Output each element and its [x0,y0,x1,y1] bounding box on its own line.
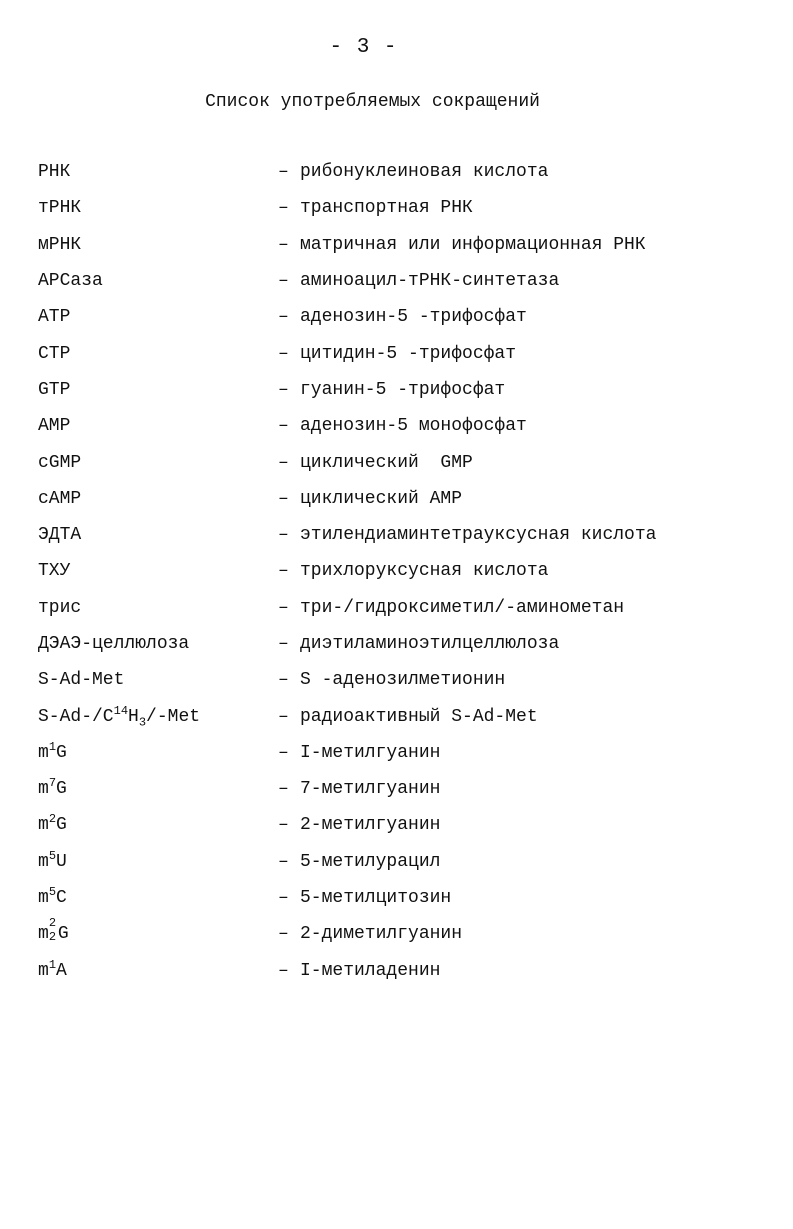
term-base: m [38,924,49,945]
definition-text: I-метилгуанин [300,742,441,763]
definition-text: аденозин-5 монофосфат [300,416,527,437]
definition-text: циклический АМР [300,488,463,509]
separator-dash: – [278,343,289,364]
abbreviation-definition [278,198,473,218]
abbreviation-term: cАМР [38,488,82,509]
definition-text: диэтиламиноэтилцеллюлоза [300,634,560,654]
abbreviation-definition [278,271,559,291]
list-item [38,953,778,989]
abbreviation-term [38,916,278,945]
definition-text: аминоацил-тРНК-синтетаза [300,271,560,292]
definition-text: гуанин-5 -трифосфат [300,379,506,400]
separator-dash: – [278,779,289,800]
abbreviation-definition [278,489,462,509]
list-item [38,916,778,952]
separator-dash: – [278,525,289,546]
abbreviation-term: мРНК [38,234,82,255]
abbreviation-term: тРНК [38,198,82,219]
list-item [38,263,778,299]
term-base: m [38,960,49,981]
separator-dash: – [278,271,289,292]
term-superscript: 5 [48,848,57,863]
abbreviation-term [38,812,278,836]
definition-text: цитидин-5 -трифосфат [300,343,517,364]
definition-text: I-метиладенин [300,960,441,981]
abbreviation-term: ЭДТА [38,525,82,546]
definition-text: рибонуклеиновая кислота [300,162,549,183]
list-item [38,481,778,517]
term-sub-superscript [48,916,58,945]
abbreviation-definition [278,307,527,327]
term-suffix: C [56,888,67,909]
term-superscript: 14 [113,703,129,718]
definition-text: 5-метилцитозин [300,888,452,909]
separator-dash: – [278,888,289,909]
definition-text: аденозин-5 -трифосфат [300,307,527,328]
abbreviation-definition [278,525,656,545]
list-item [38,299,778,335]
separator-dash: – [278,742,289,763]
definition-text: S -аденозилметионин [300,670,506,691]
abbreviation-definition [278,344,516,364]
term-base: m [38,779,49,800]
term-superscript: 1 [48,739,57,754]
abbreviation-definition [278,453,473,473]
term-suffix: G [57,924,69,945]
term-superscript: 5 [48,885,57,900]
list-item [38,880,778,916]
list-item [38,517,778,553]
list-item [38,698,778,734]
abbreviation-term [38,885,278,909]
separator-dash: – [278,198,289,219]
separator-dash: – [278,670,289,691]
term-suffix: G [56,742,67,763]
separator-dash: – [278,307,289,328]
separator-dash: – [278,561,289,582]
list-item [38,190,778,226]
term-superscript: 2 [48,812,57,827]
definition-text: этилендиаминтетрауксусная кислота [300,525,657,546]
separator-dash: – [278,706,289,727]
abbreviation-definition [278,634,559,654]
page-number: - 3 - [329,36,398,59]
term-subscript: 2 [48,930,57,945]
abbreviation-term: ТХУ [38,561,71,582]
definition-text: 2-метилгуанин [300,815,441,836]
list-item [38,735,778,771]
list-item [38,590,778,626]
abbreviation-definition [278,598,624,618]
list-item [38,154,778,190]
separator-dash: – [278,634,289,654]
definition-text: три-/гидроксиметил/-аминометан [300,597,625,618]
list-item [38,771,778,807]
abbreviation-definition [278,743,440,763]
separator-dash: – [278,416,289,437]
abbreviation-definition [278,380,505,400]
list-item [38,444,778,480]
abbreviation-term [38,848,278,872]
term-middle: H [128,706,139,727]
abbreviation-term: СТР [38,343,71,364]
term-base: m [38,851,49,872]
list-item [38,807,778,843]
abbreviation-term: АМР [38,416,71,437]
abbreviation-definition [278,416,527,436]
definition-text: 2-диметилгуанин [300,924,463,945]
list-item [38,408,778,444]
abbreviation-term: ДЭАЭ-целлюлоза [38,634,190,654]
separator-dash: – [278,452,289,473]
list-item [38,844,778,880]
separator-dash: – [278,815,289,836]
abbreviation-term: РНК [38,162,71,183]
term-base: m [38,815,49,836]
list-item [38,553,778,589]
separator-dash: – [278,960,289,981]
abbreviation-definition [278,888,451,908]
abbreviation-term [38,703,278,730]
term-base: m [38,888,49,909]
abbreviation-term [38,776,278,800]
term-superscript: 1 [48,957,57,972]
term-base: m [38,742,49,763]
term-prefix: S-Ad-/C [38,706,114,727]
abbreviation-definition [278,961,440,981]
definition-text: радиоактивный S-Ad-Met [300,706,538,727]
term-suffix: /-Met [146,706,201,727]
separator-dash: – [278,162,289,183]
abbreviation-definition [278,815,440,835]
definition-text: 7-метилгуанин [300,779,441,800]
separator-dash: – [278,597,289,618]
definition-text: матричная или информационная РНК [300,234,646,255]
abbreviation-term: трис [38,597,82,618]
definition-text: циклический GMP [300,452,473,473]
page-title: Список употребляемых сокращений [205,92,540,112]
term-suffix: U [56,851,67,872]
separator-dash: – [278,924,289,945]
abbreviation-definition [278,235,646,255]
definition-text: трихлоруксусная кислота [300,561,549,582]
abbreviation-term [38,957,278,981]
separator-dash: – [278,379,289,400]
definition-text: 5-метилурацил [300,851,441,872]
abbreviation-definition [278,779,440,799]
term-subscript: 3 [138,715,147,730]
abbreviation-definition [278,561,548,581]
abbreviation-term: АРСаза [38,271,103,292]
term-suffix: G [56,779,67,800]
list-item [38,227,778,263]
abbreviation-definition [278,707,538,727]
list-item [38,372,778,408]
abbreviation-term: АТР [38,307,71,328]
abbreviation-list [38,154,778,989]
abbreviation-term: GTP [38,379,71,400]
term-suffix: G [56,815,67,836]
abbreviation-definition [278,924,462,944]
abbreviation-term [38,739,278,763]
abbreviation-definition [278,852,440,872]
abbreviation-term: cGMP [38,452,82,473]
list-item [38,626,778,662]
definition-text: транспортная РНК [300,198,473,219]
list-item [38,662,778,698]
term-superscript: 2 [48,916,57,931]
abbreviation-definition [278,162,548,182]
abbreviation-term: S-Ad-Met [38,670,125,691]
abbreviation-definition [278,670,505,690]
separator-dash: – [278,851,289,872]
separator-dash: – [278,488,289,509]
list-item [38,335,778,371]
term-suffix: A [56,960,67,981]
term-superscript: 7 [48,776,57,791]
separator-dash: – [278,234,289,255]
